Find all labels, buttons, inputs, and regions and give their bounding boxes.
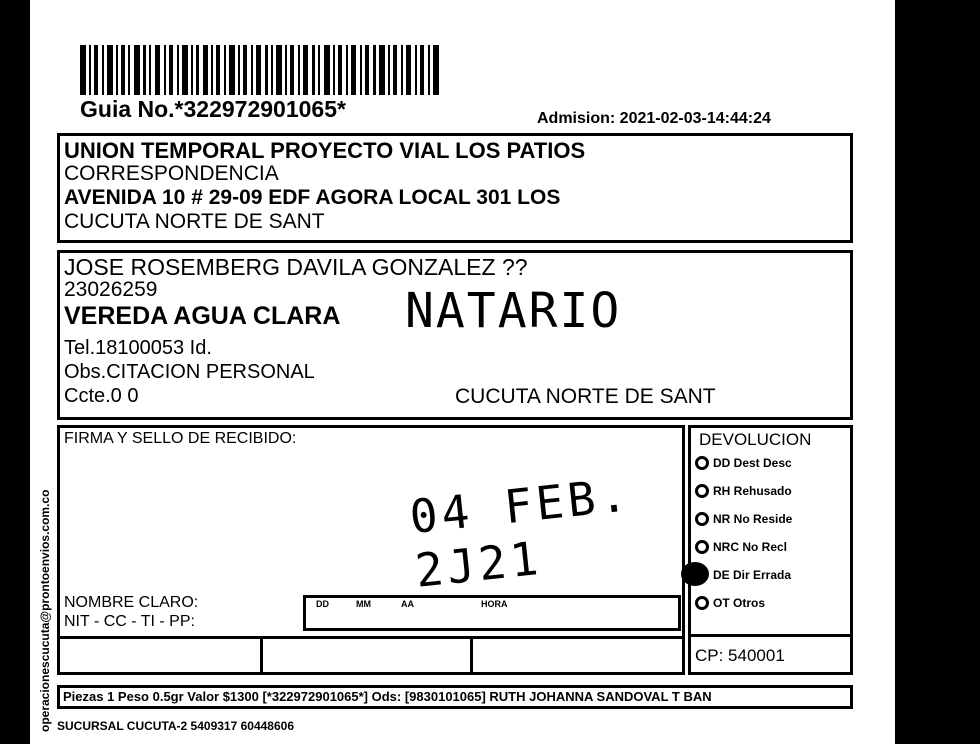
pieces-text: Piezas 1 Peso 0.5gr Valor $1300 [*322972901065*] Ods: [9830101065] RUTH JOHANNA SANDOVAL T BAN <box>63 689 712 704</box>
mm-label: MM <box>356 599 371 609</box>
recipient-city: CUCUTA NORTE DE SANT <box>455 385 716 408</box>
option-label: DD Dest Desc <box>713 456 792 470</box>
radio-icon <box>695 484 709 498</box>
recipient-box <box>57 250 853 420</box>
recipient-ccte: Ccte.0 0 <box>64 385 139 407</box>
date-stamp: 04 FEB. 2J21 <box>407 467 634 598</box>
signature-box <box>57 425 685 675</box>
radio-icon <box>695 596 709 610</box>
recipient-obs: Obs.CITACION PERSONAL <box>64 361 315 383</box>
side-email: operacionescucuta@prontoenvios.com.co <box>38 489 52 732</box>
postal-code: CP: 540001 <box>695 646 785 665</box>
recipient-tel: Tel.18100053 Id. <box>64 337 212 359</box>
recipient-name: JOSE ROSEMBERG DAVILA GONZALEZ ?? <box>64 254 528 280</box>
pieces-row <box>57 685 853 709</box>
destinatario-stamp: NATARIO <box>405 283 622 339</box>
radio-icon <box>695 456 709 470</box>
sender-address: AVENIDA 10 # 29-09 EDF AGORA LOCAL 301 LOS <box>64 186 561 209</box>
signature-bottom-row <box>60 636 682 675</box>
guia-number: Guia No.*322972901065* <box>80 96 346 122</box>
radio-icon <box>695 512 709 526</box>
filled-radio-icon <box>681 562 709 586</box>
aa-label: AA <box>401 599 414 609</box>
sender-dept: CORRESPONDENCIA <box>64 162 279 185</box>
hora-label: HORA <box>481 599 508 609</box>
devolucion-title: DEVOLUCION <box>699 430 812 449</box>
sender-box <box>57 133 853 243</box>
nombre-claro-label: NOMBRE CLARO: <box>64 594 199 611</box>
signature-title: FIRMA Y SELLO DE RECIBIDO: <box>64 430 297 447</box>
recipient-address: VEREDA AGUA CLARA <box>64 302 341 330</box>
sender-city: CUCUTA NORTE DE SANT <box>64 210 325 233</box>
barcode <box>80 45 440 95</box>
footer-branch: SUCURSAL CUCUTA-2 5409317 60448606 <box>57 719 294 733</box>
option-label: DE Dir Errada <box>713 568 792 582</box>
recipient-id: 23026259 <box>64 278 158 301</box>
devolucion-box <box>688 425 853 675</box>
nit-label: NIT - CC - TI - PP: <box>64 613 195 630</box>
radio-icon <box>695 540 709 554</box>
option-label: OT Otros <box>713 596 766 610</box>
option-label: NR No Reside <box>713 512 793 526</box>
option-label: NRC No Recl <box>713 540 788 554</box>
sender-name: UNION TEMPORAL PROYECTO VIAL LOS PATIOS <box>64 138 586 163</box>
date-fields <box>303 595 681 631</box>
admision-timestamp: Admision: 2021-02-03-14:44:24 <box>537 110 771 127</box>
option-label: RH Rehusado <box>713 484 792 498</box>
dd-label: DD <box>316 599 329 609</box>
